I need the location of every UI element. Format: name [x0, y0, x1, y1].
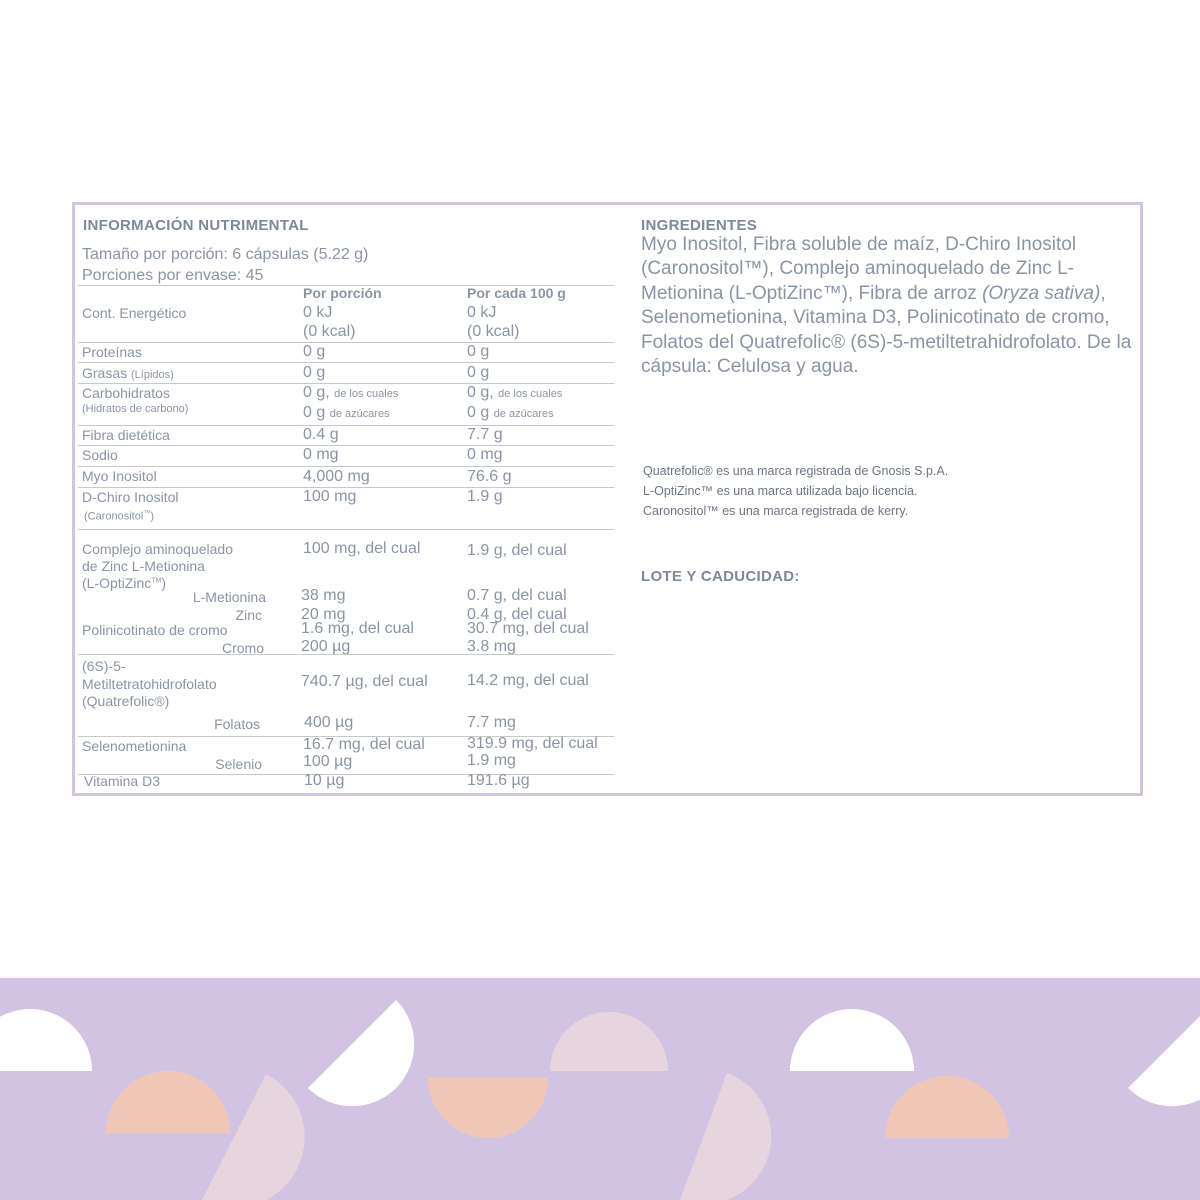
row-label: Fibra dietética [82, 427, 170, 443]
value-100g: 0 mg [467, 446, 503, 463]
row-label: Selenometionina [82, 738, 187, 754]
table-row-fiber [78, 425, 614, 445]
sub-value-serving-2: 20 mg [301, 606, 346, 623]
sub-label-folatos: Folatos [214, 716, 260, 732]
sub-value-100g-2: 0.4 g, del cual [467, 606, 567, 623]
sub-label-cromo: Cromo [221, 640, 264, 656]
servings-per-container: Porciones por envase: 45 [82, 267, 264, 284]
value-100g-2: 0 g de azúcares [467, 404, 554, 421]
sub-value-serving-1: 38 mg [301, 587, 346, 604]
sub-label-zinc: Zinc [235, 607, 262, 623]
row-label-3: (Quatrefolic®) [82, 693, 170, 709]
sub-value-100g-1: 0.7 g, del cual [467, 587, 567, 604]
row-label: Carbohidratos [82, 385, 170, 401]
table-row-myo-inositol [78, 466, 614, 487]
row-label-1: (6S)-5- [82, 658, 126, 674]
value-serving: 100 mg [303, 488, 357, 505]
sub-value-serving: 100 µg [303, 753, 353, 770]
table-row-fats [78, 362, 614, 383]
table-row-folate [78, 654, 614, 736]
trademark-quatrefolic: Quatrefolic® es una marca registrada de Gnosis S.p.A. [643, 464, 949, 478]
trademark-optizinc: L-OptiZinc™ es una marca utilizada bajo licencia. [643, 484, 918, 498]
value-serving: 0 g [303, 364, 326, 381]
value-100g: 0 g [467, 343, 490, 360]
row-label: Cont. Energético [82, 305, 187, 321]
value-100g: 7.7 g [467, 426, 503, 443]
serving-size: Tamaño por porción: 6 cápsulas (5.22 g) [82, 246, 369, 263]
row-label-note: (Hidratos de carbono) [82, 403, 189, 415]
table-row-selenium [78, 736, 614, 774]
value-serving-1: 0 g, de los cuales [303, 384, 399, 401]
row-label-2: Metiltetratohidrofolato [82, 676, 217, 692]
table-row-proteins [78, 342, 614, 362]
row-label: Vitamina D3 [84, 773, 161, 789]
ingredients-text: Myo Inositol, Fibra soluble de maíz, D-Chiro Inositol (Caronositol™), Complejo aminoquelado de Zinc L-Metionina (L-OptiZinc™), Fibra de arroz (Oryza sativa), Selenometionina, Vitamina D3, Polinicotinato de cromo, Folatos del Quatrefolic® (6S)-5-metiltetrahidrofolato. De la cápsula: Celulosa y agua. [641, 234, 1132, 378]
decorative-band [0, 978, 1200, 1200]
col-header-per-serving: Por porción [303, 285, 382, 301]
sub-label-selenio: Selenio [215, 756, 262, 772]
row-label-note: (Caronositol™) [84, 510, 154, 523]
value-100g: 319.9 mg, del cual [467, 735, 598, 752]
value-serving: 1.6 mg, del cual [301, 620, 414, 637]
value-100g: 0 g [467, 364, 490, 381]
value-serving: 4,000 mg [303, 468, 370, 485]
sub-value-serving: 400 µg [304, 714, 354, 731]
lote-caducidad-title: LOTE Y CADUCIDAD: [641, 568, 800, 585]
table-row-carbs [78, 383, 614, 425]
value-serving: 0.4 g [303, 426, 339, 443]
nutrition-title: INFORMACIÓN NUTRIMENTAL [83, 217, 309, 234]
value-100g-kcal: (0 kcal) [467, 323, 520, 340]
table-row-zinc-complex [78, 529, 614, 624]
value-serving-2: 0 g de azúcares [303, 404, 390, 421]
value-serving: 0 g [303, 343, 326, 360]
value-serving: 0 mg [303, 446, 339, 463]
value-serving-kcal: (0 kcal) [303, 323, 356, 340]
table-row-chromium [78, 620, 614, 656]
row-label-3: (L-OptiZinc™) [82, 575, 167, 591]
row-label-1: Complejo aminoquelado [82, 541, 233, 557]
table-row-sodium [78, 445, 614, 466]
row-label: Myo Inositol [82, 468, 157, 484]
sub-label-l-metionina: L-Metionina [192, 589, 266, 605]
value-100g: 191.6 µg [467, 772, 530, 789]
value-100g: 1.9 g, del cual [467, 542, 567, 559]
row-label: Polinicotinato de cromo [82, 622, 228, 638]
trademark-caronositol: Caronositol™ es una marca registrada de kerry. [643, 504, 909, 518]
sub-value-serving: 200 µg [301, 638, 351, 655]
value-serving: 740.7 µg, del cual [301, 673, 428, 690]
value-100g: 14.2 mg, del cual [467, 672, 589, 689]
value-100g: 1.9 g [467, 488, 503, 505]
value-100g-1: 0 g, de los cuales [467, 384, 563, 401]
table-row-energy [78, 285, 614, 342]
row-label-2: de Zinc L-Metionina [82, 558, 205, 574]
sub-value-100g: 3.8 mg [467, 638, 516, 655]
value-serving-kj: 0 kJ [303, 304, 333, 321]
sub-value-100g: 7.7 mg [467, 714, 516, 731]
value-serving: 100 mg, del cual [303, 540, 421, 557]
table-row-vitamin-d3 [78, 772, 614, 789]
sub-value-100g: 1.9 mg [467, 752, 516, 769]
row-label: D-Chiro Inositol [82, 489, 179, 505]
row-label: Sodio [82, 447, 118, 463]
row-label: Grasas (Lípidos) [82, 365, 174, 381]
ingredients-title: INGREDIENTES [641, 217, 758, 234]
value-100g: 76.6 g [467, 468, 512, 485]
value-100g-kj: 0 kJ [467, 304, 497, 321]
value-serving: 16.7 mg, del cual [303, 736, 425, 753]
value-100g: 30.7 mg, del cual [467, 620, 589, 637]
row-label: Proteínas [82, 344, 142, 360]
col-header-per-100g: Por cada 100 g [467, 285, 566, 301]
value-serving: 10 µg [304, 772, 345, 789]
table-row-dchiro-inositol [78, 487, 614, 529]
